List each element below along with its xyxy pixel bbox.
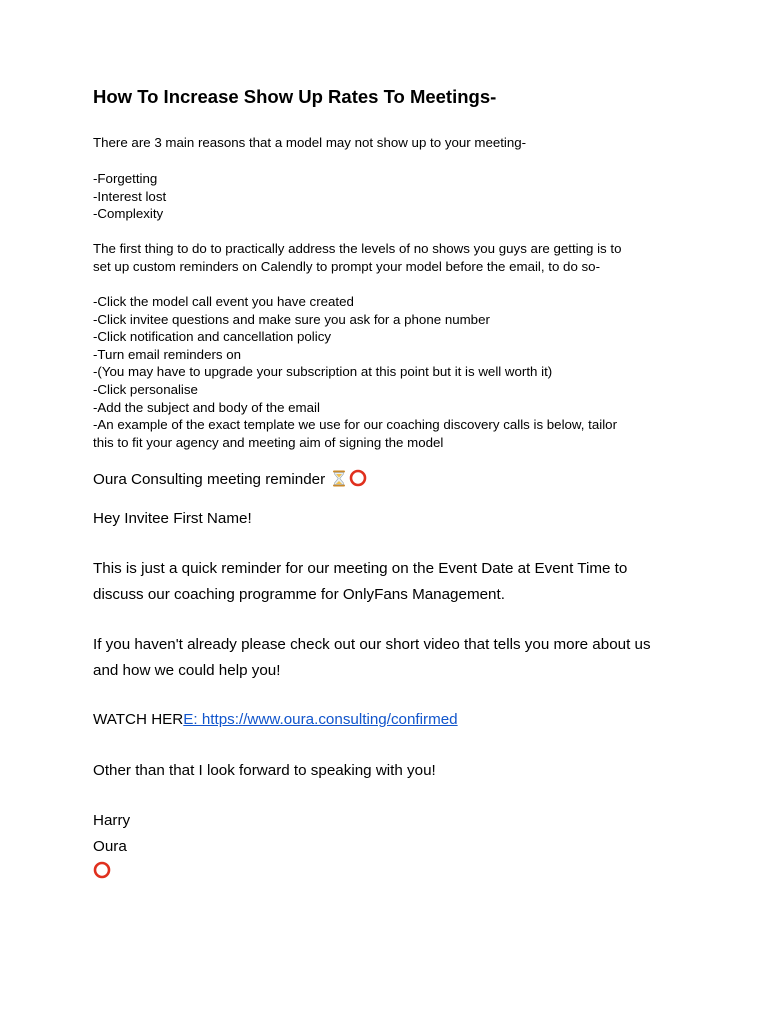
red-circle-icon xyxy=(93,861,111,879)
body-line: This is just a quick reminder for our meeting on the Event Date at Event Time to xyxy=(93,560,628,577)
closing-line: Other than that I look forward to speaking with you! xyxy=(93,762,436,779)
hourglass-icon xyxy=(331,470,347,487)
reason-item: -Forgetting xyxy=(93,171,158,186)
step-item: -Add the subject and body of the email xyxy=(93,399,320,415)
signature-name: Harry xyxy=(93,812,131,829)
video-link[interactable]: E: https://www.oura.consulting/confirmed xyxy=(183,711,458,728)
step-item: -Click the model call event you have created xyxy=(93,294,354,309)
body-line: and how we could help you! xyxy=(93,661,281,679)
red-circle-icon xyxy=(349,469,367,487)
step-item: -(You may have to upgrade your subscription at this point but it is well worth it) xyxy=(93,364,553,380)
step-item: this to fit your agency and meeting aim of signing the model xyxy=(93,434,444,450)
paragraph-line: set up custom reminders on Calendly to prompt your model before the email, to do so- xyxy=(93,258,601,274)
email-signature xyxy=(93,808,673,885)
email-subject: Oura Consulting meeting reminder xyxy=(93,471,326,488)
intro-text xyxy=(93,134,673,152)
email-subject-line xyxy=(93,467,673,493)
email-greeting xyxy=(93,506,673,532)
email-body-video xyxy=(93,632,673,683)
email-closing xyxy=(93,758,673,784)
steps-list xyxy=(93,293,673,451)
step-item: -Click invitee questions and make sure you ask for a phone number xyxy=(93,311,490,327)
step-item: -Turn email reminders on xyxy=(93,346,242,362)
greeting-line: Hey Invitee First Name! xyxy=(93,510,252,527)
reasons-list xyxy=(93,170,673,223)
body-line: If you haven't already please check out our short video that tells you more about us xyxy=(93,636,651,653)
email-watch-line xyxy=(93,707,673,733)
document-title: How To Increase Show Up Rates To Meetings- xyxy=(93,86,497,107)
step-item: -Click notification and cancellation policy xyxy=(93,329,331,345)
step-item: -Click personalise xyxy=(93,381,198,397)
reason-item: -Interest lost xyxy=(93,188,167,204)
body-line: discuss our coaching programme for OnlyFans Management. xyxy=(93,585,505,603)
watch-label: WATCH HER xyxy=(93,711,184,728)
email-body-reminder xyxy=(93,556,673,607)
instructions-paragraph xyxy=(93,240,673,275)
step-item: -An example of the exact template we use for our coaching discovery calls is below, tailor xyxy=(93,417,618,433)
intro-line: There are 3 main reasons that a model may not show up to your meeting- xyxy=(93,135,527,150)
signature-company: Oura xyxy=(93,837,127,855)
paragraph-line: The first thing to do to practically address the levels of no shows you guys are getting is to xyxy=(93,241,622,256)
reason-item: -Complexity xyxy=(93,206,164,222)
